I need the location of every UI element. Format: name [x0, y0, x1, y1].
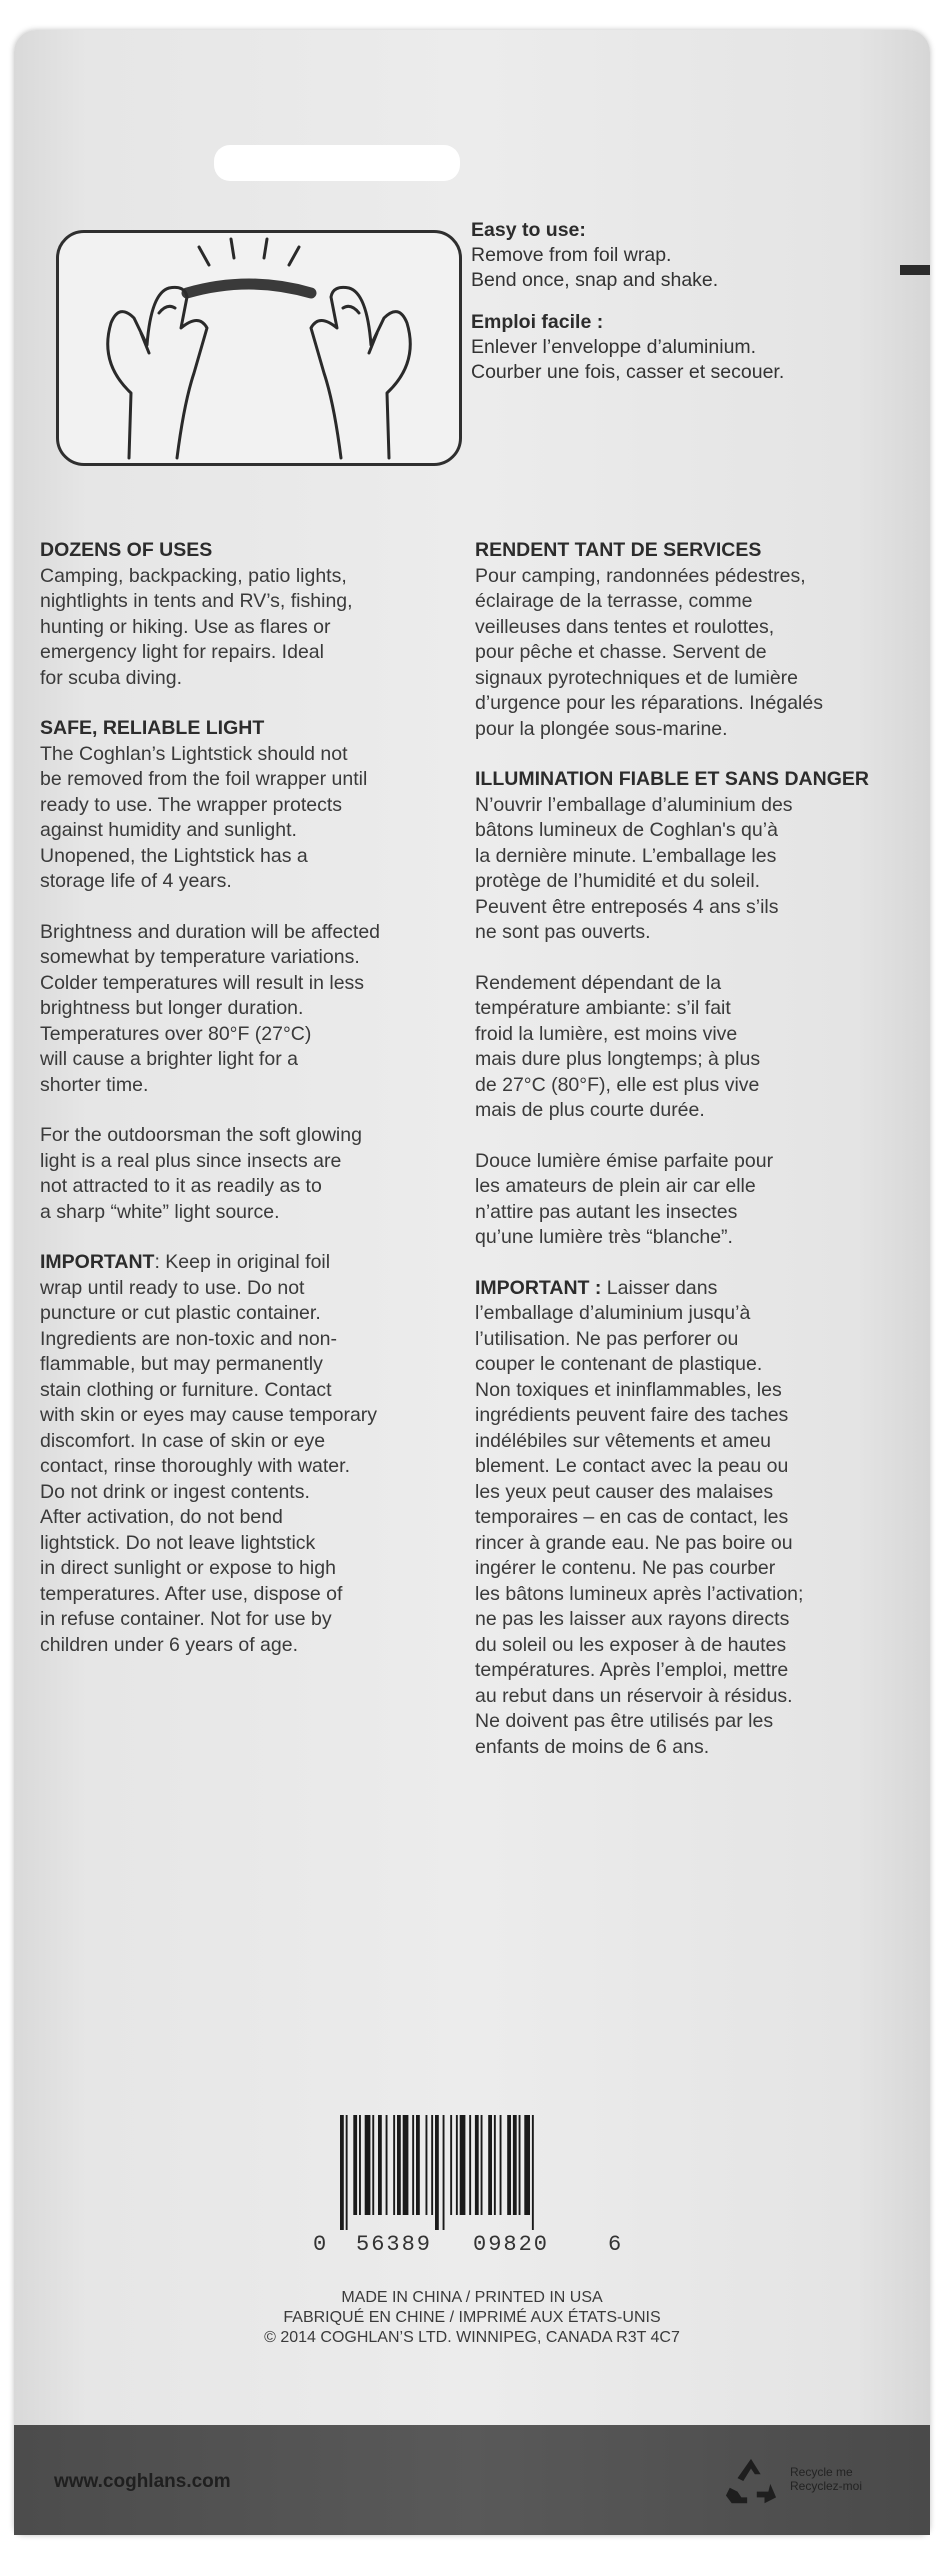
important-block-fr [475, 1276, 890, 1761]
barcode-bar [397, 2115, 401, 2215]
barcode-bar [353, 2115, 357, 2215]
safe-heading-en: SAFE, RELIABLE LIGHT [40, 717, 265, 739]
hang-slot [214, 145, 460, 181]
barcode-bar [443, 2115, 445, 2230]
origin-line2: FABRIQUÉ EN CHINE / IMPRIMÉ AUX ÉTATS-UNIS [283, 2309, 661, 2326]
barcode-bar [431, 2115, 433, 2215]
barcode-bar [481, 2115, 483, 2215]
outdoorsman-text-en: For the outdoorsman the soft glowing light is a real plus since insects are not attracted to it as readily as to a sharp “white” light source. [40, 1124, 362, 1223]
snap-instructions-illustration [56, 230, 462, 466]
barcode-bar [532, 2115, 534, 2230]
easy-line1-en: Remove from foil wrap. [471, 244, 672, 266]
upc-barcode [308, 2115, 628, 2265]
easy-line1-fr: Enlever l’enveloppe d’aluminium. [471, 336, 757, 358]
barcode-bar [507, 2115, 511, 2215]
safe-text-fr: N’ouvrir l’emballage d’aluminium des bâtons lumineux de Coghlan's qu’à la dernière minute. L’emballage les protège de l’humidité et du soleil. Peuvent être entreposés 4 ans s’ils ne sont pas ouverts. [475, 793, 793, 943]
barcode-bar [488, 2115, 492, 2215]
recycle-label [790, 2465, 862, 2493]
edge-mark [900, 265, 930, 275]
barcode-bar [435, 2115, 439, 2230]
important-label-en: IMPORTANT [40, 1251, 155, 1273]
easy-heading-en: Easy to use: [471, 219, 586, 241]
uses-text-en: Camping, backpacking, patio lights, nightlights in tents and RV’s, fishing, hunting or hiking. Use as flares or emergency light for repairs. Ideal for scuba diving. [40, 564, 353, 689]
recycle-icon [722, 2455, 780, 2509]
recycle-label-fr: Recyclez-moi [790, 2479, 863, 2493]
barcode-bar [359, 2115, 361, 2215]
important-block-en [40, 1250, 450, 1658]
barcode-bar [456, 2115, 458, 2215]
uses-text-fr: Pour camping, randonnées pédestres, éclairage de la terrasse, comme veilleuses dans tentes et roulottes, pour pêche et chasse. Servent de signaux pyrotechniques et de lumière d’urgence pour les réparations. Inégalés pour la plongée sous-marine. [475, 564, 823, 740]
french-column [475, 538, 890, 1785]
hands-snapping-lightstick-icon [59, 233, 459, 463]
barcode-bar [340, 2115, 344, 2230]
brightness-text-en: Brightness and duration will be affected somewhat by temperature variations. Colder temperatures will result in less brightness but longer duration. Temperatures over 80°F (27°C) will cause a brighter light for a shorter time. [40, 920, 381, 1096]
barcode-bar [460, 2115, 466, 2215]
origin-line1: MADE IN CHINA / PRINTED IN USA [341, 2289, 603, 2306]
barcode-bar [450, 2115, 452, 2215]
barcode-bar [500, 2115, 502, 2215]
barcode-bars [338, 2115, 598, 2230]
barcode-bar [494, 2115, 496, 2215]
barcode-bar [346, 2115, 348, 2230]
barcode-bar [513, 2115, 517, 2215]
website-url: www.coghlans.com [54, 2471, 231, 2492]
origin-info [0, 2288, 944, 2348]
barcode-bar [412, 2115, 414, 2215]
barcode-bar [475, 2115, 479, 2215]
uses-heading-en: DOZENS OF USES [40, 539, 213, 561]
barcode-check-digit: 6 [608, 2232, 624, 2257]
footer-band [14, 2425, 930, 2535]
easy-to-use-section [471, 218, 891, 385]
recycle-label-en: Recycle me [790, 2465, 853, 2479]
easy-line2-en: Bend once, snap and shake. [471, 269, 719, 291]
barcode-lead-digit: 0 [313, 2232, 329, 2257]
barcode-right-group: 09820 [473, 2232, 550, 2257]
important-text-fr: Laisser dans l’emballage d’aluminium jusqu’à l’utilisation. Ne pas perforer ou couper le contenant de plastique. Non toxiques et ininflammables, les ingrédients peuvent faire des taches indélébiles sur vêtements et ameu blement. Le contact avec la peau ou les yeux peut causer des malaises temporaires – en cas de contact, les rincer à grande eau. Ne pas boire ou ingérer le contenu. Ne pas courber les bâtons lumineux après l’activation; ne pas les laisser aux rayons directs du soleil ou les exposer à de hautes températures. Après l’emploi, mettre au rebut dans un réservoir à résidus. Ne doivent pas être utilisés par les enfants de moins de 6 ans. [475, 1276, 804, 1758]
barcode-bar [372, 2115, 374, 2215]
barcode-bar [426, 2115, 428, 2215]
safe-text-en: The Coghlan’s Lightstick should not be removed from the foil wrapper until ready to use. The wrapper protects against humidity and sunlight. Unopened, the Lightstick has a storage life of 4 years. [40, 742, 368, 892]
barcode-bar [365, 2115, 371, 2215]
barcode-bar [469, 2115, 471, 2215]
easy-line2-fr: Courber une fois, casser et secouer. [471, 361, 785, 383]
barcode-bar [386, 2115, 388, 2215]
important-text-en: : Keep in original foil wrap until ready to use. Do not puncture or cut plastic container. Ingredients are non-toxic and non- flammable, but may permanently stain clothing or furniture. Contact with skin or eyes may cause temporary discomfort. In case of skin or eye contact, rinse thoroughly with water. Do not drink or ingest contents. After activation, do not bend lightstick. Do not leave lightstick in direct sunlight or expose to high temperatures. After use, dispose of in refuse container. Not for use by children under 6 years of age. [40, 1251, 378, 1656]
easy-heading-fr: Emploi facile : [471, 311, 604, 333]
barcode-bar [524, 2115, 530, 2215]
barcode-bar [416, 2115, 420, 2215]
uses-heading-fr: RENDENT TANT DE SERVICES [475, 539, 762, 561]
safe-heading-fr: ILLUMINATION FIABLE ET SANS DANGER [475, 768, 869, 790]
barcode-bar [403, 2115, 409, 2215]
english-column [40, 538, 450, 1683]
important-label-fr: IMPORTANT : [475, 1276, 602, 1299]
barcode-bar [378, 2115, 382, 2215]
barcode-bar [393, 2115, 395, 2215]
barcode-bar [519, 2115, 521, 2215]
origin-line3: © 2014 COGHLAN’S LTD. WINNIPEG, CANADA R3T 4C7 [264, 2329, 680, 2346]
barcode-left-group: 56389 [356, 2232, 433, 2257]
brightness-text-fr: Rendement dépendant de la température ambiante: s’il fait froid la lumière, est moins vive mais dure plus longtemps; à plus de 27°C (80°F), elle est plus vive mais de plus courte durée. [475, 971, 761, 1121]
outdoorsman-text-fr: Douce lumière émise parfaite pour les amateurs de plein air car elle n’attire pas autant les insectes qu’une lumière très “blanche”. [475, 1149, 774, 1248]
